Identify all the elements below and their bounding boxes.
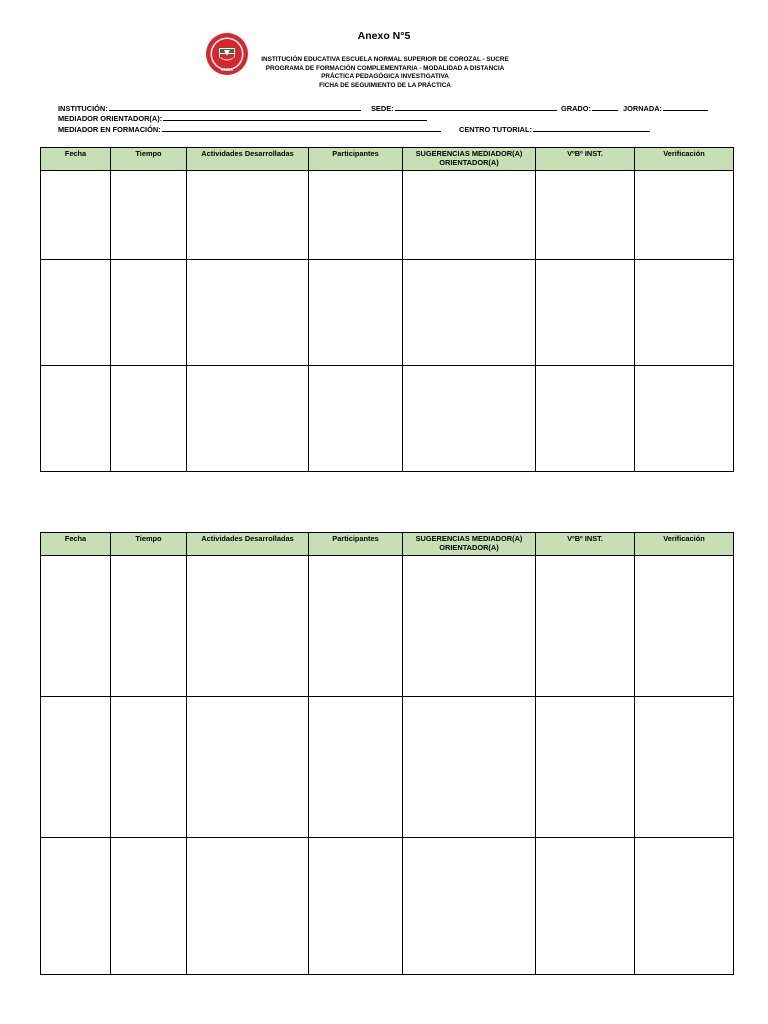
table-cell[interactable] [41, 366, 111, 472]
table-row [41, 838, 734, 975]
column-header-vobo: VºBº INST. [536, 533, 635, 556]
table-cell[interactable] [309, 556, 403, 697]
grado-blank[interactable] [592, 103, 618, 111]
table-cell[interactable] [309, 366, 403, 472]
column-header-tiempo: Tiempo [111, 148, 187, 171]
header-line: PRÁCTICA PEDAGÓGICA INVESTIGATIVA [321, 73, 449, 81]
table-cell[interactable] [403, 556, 536, 697]
column-header-fecha: Fecha [41, 148, 111, 171]
table-row [41, 556, 734, 697]
document-title: Anexo N°5 [357, 30, 411, 42]
jornada-label: JORNADA: [623, 104, 663, 113]
table-cell[interactable] [309, 838, 403, 975]
jornada-blank[interactable] [663, 103, 708, 111]
table-row [41, 171, 734, 260]
table-cell[interactable] [635, 556, 734, 697]
grado-label: GRADO: [561, 104, 591, 113]
header-line: FICHA DE SEGUIMIENTO DE LA PRÁCTICA [319, 81, 451, 89]
column-header-tiempo: Tiempo [111, 533, 187, 556]
tracking-table [40, 532, 734, 975]
table-cell[interactable] [41, 697, 111, 838]
table-cell[interactable] [41, 556, 111, 697]
mediador-orientador-blank[interactable] [163, 113, 427, 121]
centro-tutorial-field [459, 124, 650, 134]
mediador-formacion-field [58, 124, 441, 134]
table-header-row [41, 148, 734, 171]
table-cell[interactable] [536, 366, 635, 472]
table-cell[interactable] [635, 260, 734, 366]
column-header-actividades: Actividades Desarrolladas [187, 533, 309, 556]
logo-text: ENSC [220, 67, 234, 72]
mediador-formacion-label: MEDIADOR EN FORMACIÓN: [58, 125, 161, 134]
table-cell[interactable] [309, 697, 403, 838]
column-header-sugerencias: SUGERENCIAS MEDIADOR(A) ORIENTADOR(A) [403, 148, 536, 171]
table-cell[interactable] [536, 171, 635, 260]
table-cell[interactable] [111, 556, 187, 697]
table-cell[interactable] [111, 171, 187, 260]
table-cell[interactable] [187, 171, 309, 260]
table-cell[interactable] [403, 260, 536, 366]
column-header-fecha: Fecha [41, 533, 111, 556]
table-cell[interactable] [536, 260, 635, 366]
header-line: PROGRAMA DE FORMACIÓN COMPLEMENTARIA - MODALIDAD A DISTANCIA [265, 64, 505, 72]
table-cell[interactable] [111, 697, 187, 838]
table-cell[interactable] [635, 366, 734, 472]
table-cell[interactable] [635, 171, 734, 260]
mediador-orientador-field [58, 113, 427, 123]
table-cell[interactable] [309, 171, 403, 260]
centro-tutorial-label: CENTRO TUTORIAL: [459, 125, 532, 134]
table-cell[interactable] [187, 366, 309, 472]
table-header-row [41, 533, 734, 556]
mediador-orientador-label: MEDIADOR ORIENTADOR(A): [58, 114, 163, 123]
centro-tutorial-blank[interactable] [533, 124, 650, 132]
sede-blank[interactable] [395, 103, 557, 111]
table-cell[interactable] [635, 838, 734, 975]
table-cell[interactable] [187, 556, 309, 697]
table-cell[interactable] [187, 697, 309, 838]
table-row [41, 366, 734, 472]
table-row [41, 697, 734, 838]
institution-header [220, 56, 550, 90]
column-header-actividades: Actividades Desarrolladas [187, 148, 309, 171]
sede-label: SEDE: [371, 104, 394, 113]
sede-field [371, 103, 557, 113]
table-cell[interactable] [111, 260, 187, 366]
table-cell[interactable] [187, 260, 309, 366]
column-header-sugerencias: SUGERENCIAS MEDIADOR(A) ORIENTADOR(A) [403, 533, 536, 556]
table-cell[interactable] [41, 838, 111, 975]
column-header-verificacion: Verificación [635, 533, 734, 556]
table-cell[interactable] [403, 838, 536, 975]
table-cell[interactable] [41, 260, 111, 366]
table-cell[interactable] [111, 366, 187, 472]
institucion-blank[interactable] [109, 103, 361, 111]
tracking-table [40, 147, 734, 472]
column-header-vobo: VºBº INST. [536, 148, 635, 171]
table-cell[interactable] [403, 697, 536, 838]
institucion-field [58, 103, 361, 113]
table-cell[interactable] [187, 838, 309, 975]
grado-field [561, 103, 618, 113]
column-header-verificacion: Verificación [635, 148, 734, 171]
table-cell[interactable] [536, 697, 635, 838]
table-cell[interactable] [536, 556, 635, 697]
mediador-formacion-blank[interactable] [162, 124, 441, 132]
institucion-label: INSTITUCIÓN: [58, 104, 108, 113]
table-row [41, 260, 734, 366]
table-cell[interactable] [41, 171, 111, 260]
table-cell[interactable] [536, 838, 635, 975]
table-cell[interactable] [309, 260, 403, 366]
table-cell[interactable] [111, 838, 187, 975]
jornada-field [623, 103, 708, 113]
column-header-participantes: Participantes [309, 148, 403, 171]
table-cell[interactable] [403, 171, 536, 260]
column-header-participantes: Participantes [309, 533, 403, 556]
header-line: INSTITUCIÓN EDUCATIVA ESCUELA NORMAL SUPERIOR DE COROZAL - SUCRE [261, 56, 509, 63]
table-cell[interactable] [403, 366, 536, 472]
table-cell[interactable] [635, 697, 734, 838]
